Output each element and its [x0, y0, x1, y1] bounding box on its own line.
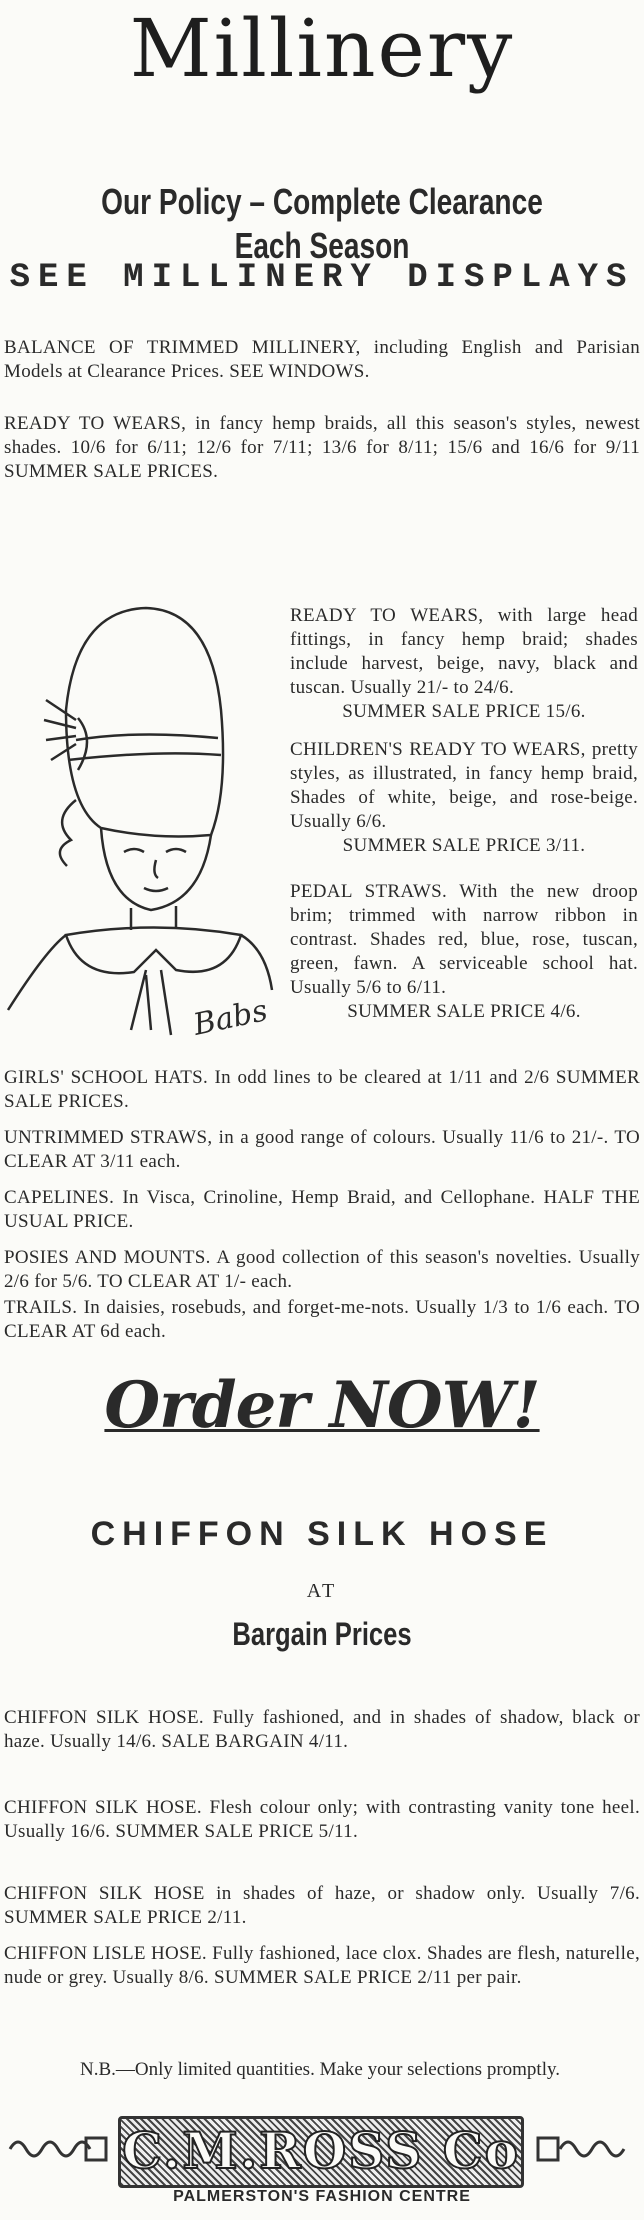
ready-large-fittings-paragraph: [290, 604, 638, 724]
store-logo-text: C.M.ROSS Co: [122, 2121, 520, 2180]
untrimmed-straws-paragraph: UNTRIMMED STRAWS, in a good range of colours. Usually 11/6 to 21/-. TO CLEAR AT 3/11 each.: [4, 1127, 640, 1172]
hose-item-2: CHIFFON SILK HOSE. Flesh colour only; with contrasting vanity tone heel. Usually 16/6. SUMMER SALE PRICE 5/11.: [4, 1797, 640, 1842]
at-label: AT: [306, 1580, 338, 1602]
ready-large-text: READY TO WEARS, with large head fittings, in fancy hemp braid; shades include harvest, beige, navy, black and tuscan. Usually 21/- to 24/6.: [290, 605, 638, 698]
pedal-straws-paragraph: [290, 880, 638, 1024]
nb-note: N.B.—Only limited quantities. Make your selections promptly.: [79, 2059, 561, 2080]
hose-heading: CHIFFON SILK HOSE: [90, 1515, 554, 1553]
pedal-price: SUMMER SALE PRICE 4/6.: [347, 1001, 581, 1022]
trails-paragraph: TRAILS. In daisies, rosebuds, and forget-me-nots. Usually 1/3 to 1/6 each. TO CLEAR AT 6d each.: [4, 1297, 640, 1342]
girls-school-hats-paragraph: GIRLS' SCHOOL HATS. In odd lines to be cleared at 1/11 and 2/6 SUMMER SALE PRICES.: [4, 1067, 640, 1112]
right-ornament-icon: [536, 2132, 636, 2166]
hose-item-4: CHIFFON LISLE HOSE. Fully fashioned, lace clox. Shades are flesh, naturelle, nude or grey. Usually 8/6. SUMMER SALE PRICE 2/11 per pair.: [4, 1943, 640, 1988]
order-now-headline: Order NOW!: [104, 1368, 540, 1443]
hose-item-1: CHIFFON SILK HOSE. Fully fashioned, and in shades of shadow, black or haze. Usually 14/6. SALE BARGAIN 4/11.: [4, 1707, 640, 1752]
displays-heading: SEE MILLINERY DISPLAYS: [9, 259, 635, 297]
store-tagline: PALMERSTON'S FASHION CENTRE: [173, 2188, 471, 2205]
pedal-text: PEDAL STRAWS. With the new droop brim; trimmed with narrow ribbon in contrast. Shades red, blue, rose, tuscan, green, fawn. A serviceable school hat. Usually 5/6 to 6/11.: [290, 881, 638, 998]
left-ornament-icon: [8, 2132, 108, 2166]
page-title: Millinery: [129, 2, 515, 95]
babs-caption: Babs: [190, 993, 271, 1043]
childrens-price: SUMMER SALE PRICE 3/11.: [342, 835, 586, 856]
childrens-text: CHILDREN'S READY TO WEARS, pretty styles, as illustrated, in fancy hemp braid, Shades of white, beige, and rose-beige. Usually 6/6.: [290, 739, 638, 832]
policy-heading: Our Policy – Complete Clearance Each Season: [101, 181, 543, 266]
balance-paragraph: BALANCE OF TRIMMED MILLINERY, including English and Parisian Models at Clearance Prices. SEE WINDOWS.: [4, 337, 640, 382]
store-logo-block: [0, 2116, 644, 2208]
capelines-paragraph: CAPELINES. In Visca, Crinoline, Hemp Braid, and Cellophane. HALF THE USUAL PRICE.: [4, 1187, 640, 1232]
childrens-paragraph: [290, 738, 638, 858]
girl-hat-illustration: [6, 590, 274, 1050]
ready-to-wears-paragraph: READY TO WEARS, in fancy hemp braids, all this season's styles, newest shades. 10/6 for 6/11; 12/6 for 7/11; 13/6 for 8/11; 15/6 and 16/6 for 9/11 SUMMER SALE PRICES.: [4, 413, 640, 482]
bargain-heading: Bargain Prices: [232, 1616, 412, 1652]
posies-paragraph: POSIES AND MOUNTS. A good collection of this season's novelties. Usually 2/6 for 5/6. TO CLEAR AT 1/- each.: [4, 1247, 640, 1292]
hose-item-3: CHIFFON SILK HOSE in shades of haze, or shadow only. Usually 7/6. SUMMER SALE PRICE 2/11.: [4, 1883, 640, 1928]
ready-large-price: SUMMER SALE PRICE 15/6.: [342, 701, 586, 722]
store-logo: [118, 2116, 524, 2188]
